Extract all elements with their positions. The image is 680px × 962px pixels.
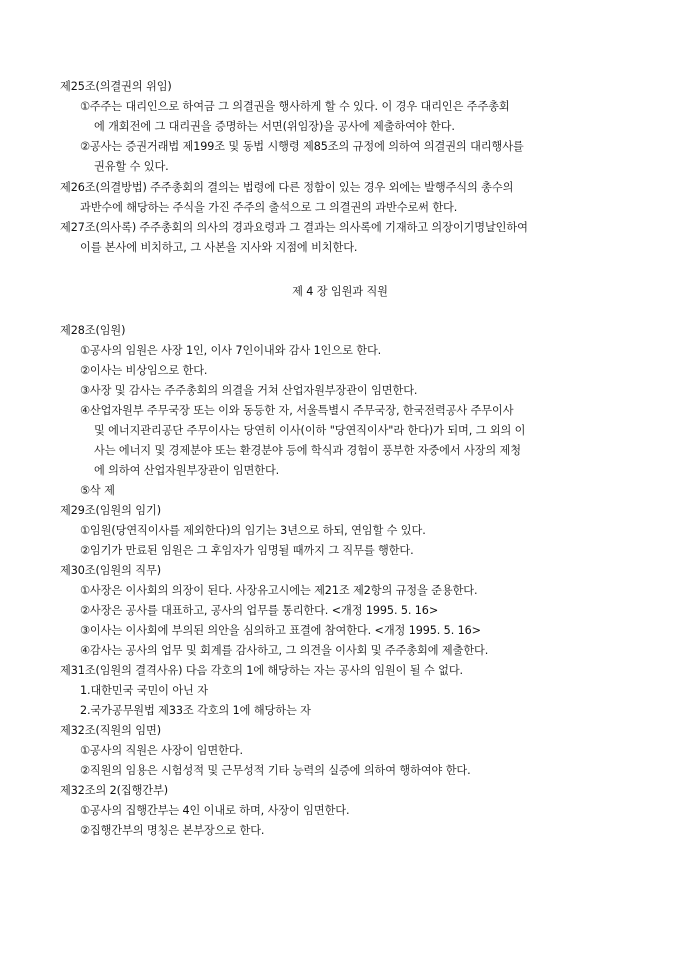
article-32-2-para-2: ②집행간부의 명칭은 본부장으로 한다. xyxy=(80,824,265,837)
article-27-line-1: 제27조(의사록) 주주총회의 의사의 경과요령과 그 결과는 의사록에 기재하고 의장이기명날인하여 xyxy=(60,221,528,234)
article-32-para-2: ②직원의 임용은 시험성적 및 근무성적 기타 능력의 실증에 의하여 행하여야 한다. xyxy=(80,764,471,777)
article-25-title: 제25조(의결권의 위임) xyxy=(60,80,172,93)
article-30-title: 제30조(임원의 직무) xyxy=(60,564,161,577)
article-25-para-1-line-1: ①주주는 대리인으로 하여금 그 의결권을 행사하게 할 수 있다. 이 경우 대리인은 주주총회 xyxy=(80,100,510,113)
article-32-para-1: ①공사의 직원은 사장이 임면한다. xyxy=(80,744,243,757)
article-25-para-2-line-1: ②공사는 증권거래법 제199조 및 동법 시행령 제85조의 규정에 의하여 의결권의 대리행사를 xyxy=(80,140,524,153)
article-32-2-title: 제32조의 2(집행간부) xyxy=(60,784,168,797)
article-29-para-1: ①임원(당연직이사를 제외한다)의 임기는 3년으로 하되, 연임할 수 있다. xyxy=(80,524,426,537)
article-28-para-4-line-1: ④산업자원부 주무국장 또는 이와 동등한 자, 서울특별시 주무국장, 한국전력공사 주무이사 xyxy=(80,404,514,417)
article-31-item-2: 2.국가공무원법 제33조 각호의 1에 해당하는 자 xyxy=(80,704,311,717)
article-28-title: 제28조(임원) xyxy=(60,324,126,337)
article-28-para-4-line-3: 사는 에너지 및 경제분야 또는 환경분야 등에 학식과 경험이 풍부한 자중에서 사장의 제청 xyxy=(94,444,521,457)
article-28-para-4-line-2: 및 에너지관리공단 주무이사는 당연히 이사(이하 "당연직이사"라 한다)가 되며, 그 외의 이 xyxy=(94,424,526,437)
article-28-para-5: ⑤삭 제 xyxy=(80,484,115,497)
article-29-para-2: ②임기가 만료된 임원은 그 후임자가 임명될 때까지 그 직무를 행한다. xyxy=(80,544,414,557)
article-31-item-1: 1.대한민국 국민이 아닌 자 xyxy=(80,684,208,697)
article-25-para-1-line-2: 에 개회전에 그 대리권을 증명하는 서면(위임장)을 공사에 제출하여야 한다. xyxy=(94,120,455,133)
article-29-title: 제29조(임원의 임기) xyxy=(60,504,161,517)
article-30-para-1: ①사장은 이사회의 의장이 된다. 사장유고시에는 제21조 제2항의 규정을 준용한다. xyxy=(80,584,478,597)
article-28-para-3: ③사장 및 감사는 주주총회의 의결을 거쳐 산업자원부장관이 임면한다. xyxy=(80,384,418,397)
article-26-line-2: 과반수에 해당하는 주식을 가진 주주의 출석으로 그 의결권의 과반수로써 한다. xyxy=(80,201,458,214)
article-28-para-2: ②이사는 비상임으로 한다. xyxy=(80,364,208,377)
article-26-line-1: 제26조(의결방법) 주주총회의 결의는 법령에 다른 정함이 있는 경우 외에는 발행주식의 총수의 xyxy=(60,181,514,194)
article-30-para-4: ④감사는 공사의 업무 및 회계를 감사하고, 그 의견을 이사회 및 주주총회에 제출한다. xyxy=(80,644,489,657)
article-28-para-1: ①공사의 임원은 사장 1인, 이사 7인이내와 감사 1인으로 한다. xyxy=(80,344,382,357)
article-27-line-2: 이를 본사에 비치하고, 그 사본을 지사와 지점에 비치한다. xyxy=(80,241,358,254)
article-25-para-2-line-2: 권유할 수 있다. xyxy=(94,160,169,173)
article-28-para-4-line-4: 에 의하여 산업자원부장관이 임면한다. xyxy=(94,464,280,477)
article-30-para-2: ②사장은 공사를 대표하고, 공사의 업무를 통리한다. <개정 1995. 5. 16> xyxy=(80,604,439,617)
article-32-title: 제32조(직원의 임면) xyxy=(60,724,161,737)
article-32-2-para-1: ①공사의 집행간부는 4인 이내로 하며, 사장이 임면한다. xyxy=(80,804,350,817)
article-30-para-3: ③이사는 이사회에 부의된 의안을 심의하고 표결에 참여한다. <개정 1995. 5. 16> xyxy=(80,624,481,637)
article-31-title: 제31조(임원의 결격사유) 다음 각호의 1에 해당하는 자는 공사의 임원이 될 수 없다. xyxy=(60,664,463,677)
chapter-4-heading: 제 4 장 임원과 직원 xyxy=(292,285,388,298)
